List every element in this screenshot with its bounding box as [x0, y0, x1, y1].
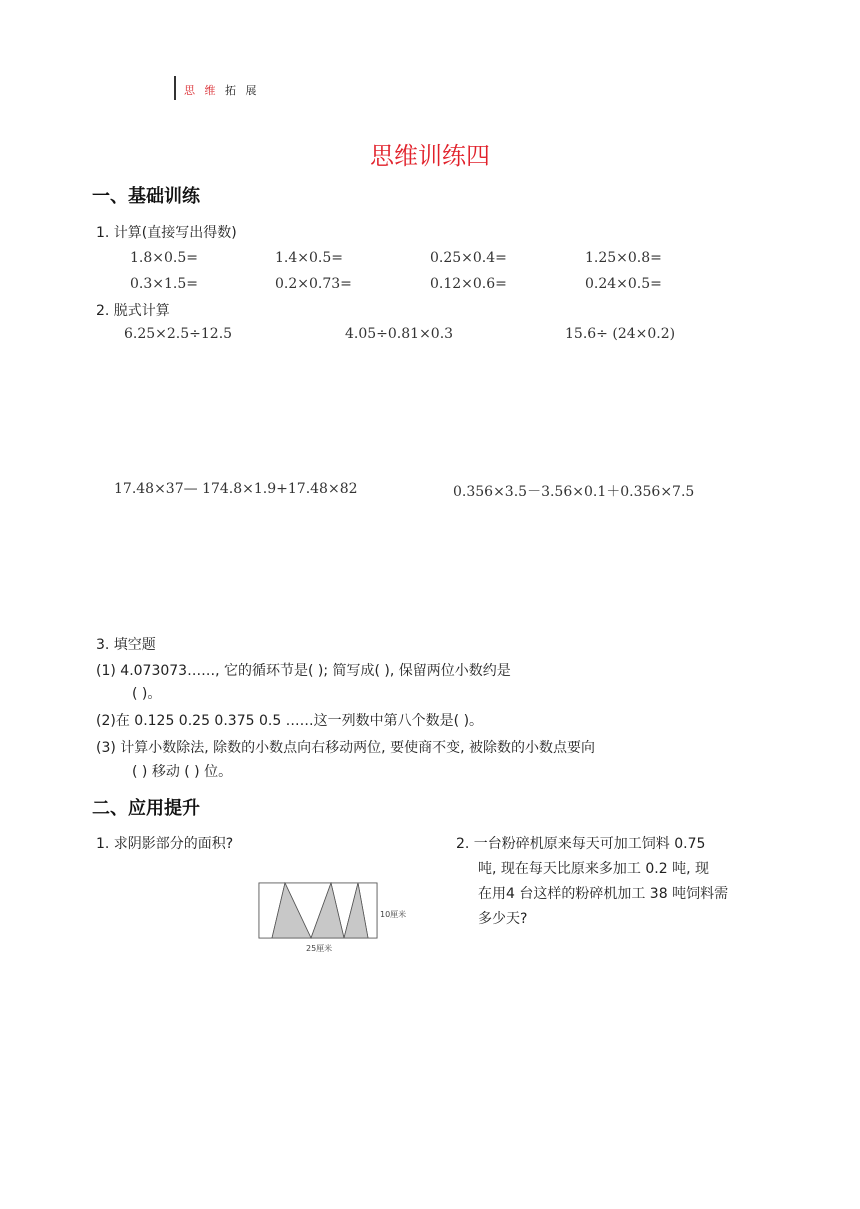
expression-item: 15.6÷ (24×0.2) — [565, 326, 676, 342]
page-header — [184, 82, 260, 98]
app-question-2-line4: 多少天? — [478, 911, 528, 927]
fill-blank-2: (2)在 0.125 0.25 0.375 0.5 ……这一列数中第八个数是( )。 — [96, 713, 484, 729]
page-title: 思维训练四 — [370, 142, 490, 170]
calc-item: 0.24×0.5= — [585, 276, 662, 292]
calc-item: 0.12×0.6= — [430, 276, 507, 292]
calc-item: 0.25×0.4= — [430, 250, 507, 266]
calc-item: 0.3×1.5= — [130, 276, 198, 292]
calc-item: 1.4×0.5= — [275, 250, 343, 266]
figure-width-label: 25厘米 — [306, 944, 333, 953]
app-question-2-line2: 吨, 现在每天比原来多加工 0.2 吨, 现 — [478, 861, 709, 877]
question-2-label: 2. 脱式计算 — [96, 303, 170, 319]
section-heading-application: 二、应用提升 — [92, 798, 200, 819]
header-black-text: 拓 展 — [218, 84, 260, 97]
header-divider — [174, 76, 176, 100]
calc-item: 1.25×0.8= — [585, 250, 662, 266]
fill-blank-3-line2: ( ) 移动 ( ) 位。 — [132, 764, 233, 780]
fill-blank-3-line1: (3) 计算小数除法, 除数的小数点向右移动两位, 要使商不变, 被除数的小数点要向 — [96, 740, 595, 756]
fill-blank-1-line2: ( )。 — [132, 686, 162, 702]
header-red-text: 思 维 — [184, 84, 219, 97]
expression-item: 0.356×3.5－3.56×0.1＋0.356×7.5 — [453, 484, 695, 500]
expression-item: 4.05÷0.81×0.3 — [345, 326, 454, 342]
expression-item: 6.25×2.5÷12.5 — [124, 326, 233, 342]
app-question-2-line3: 在用4 台这样的粉碎机加工 38 吨饲料需 — [478, 886, 729, 902]
question-3-label: 3. 填空题 — [96, 637, 156, 653]
figure-height-label: 10厘米 — [380, 910, 407, 919]
calc-item: 0.2×0.73= — [275, 276, 352, 292]
fill-blank-1-line1: (1) 4.073073……, 它的循环节是( ); 简写成( ), 保留两位小数约是 — [96, 663, 511, 679]
expression-item: 17.48×37— 174.8×1.9+17.48×82 — [114, 481, 358, 497]
app-question-1-label: 1. 求阴影部分的面积? — [96, 836, 234, 852]
app-question-2-line1: 2. 一台粉碎机原来每天可加工饲料 0.75 — [456, 836, 706, 852]
section-heading-basic: 一、基础训练 — [92, 186, 200, 207]
question-1-label: 1. 计算(直接写出得数) — [96, 225, 237, 241]
calc-item: 1.8×0.5= — [130, 250, 198, 266]
shaded-triangles-figure — [258, 882, 418, 956]
